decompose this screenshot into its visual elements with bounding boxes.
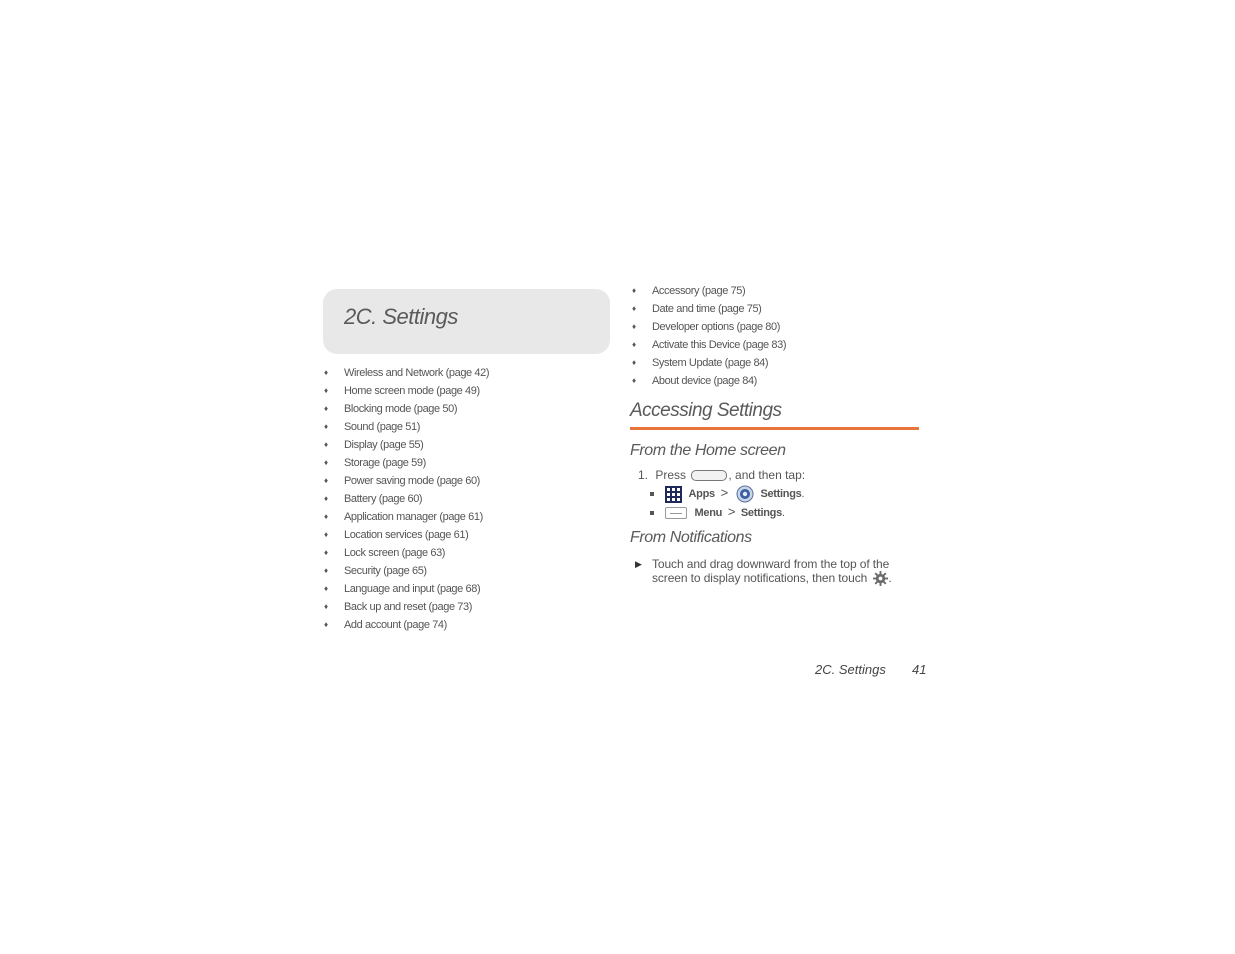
apps-label: Apps bbox=[688, 488, 715, 500]
subsection-title-home: From the Home screen bbox=[630, 442, 786, 459]
settings-gear-icon bbox=[736, 485, 754, 503]
diamond-bullet-icon: ♦ bbox=[324, 620, 328, 629]
diamond-bullet-icon: ♦ bbox=[324, 584, 328, 593]
diamond-bullet-icon: ♦ bbox=[324, 422, 328, 431]
step-number: 1. bbox=[638, 468, 649, 482]
diamond-bullet-icon: ♦ bbox=[324, 476, 328, 485]
toc-item-label: Activate this Device (page 83) bbox=[652, 339, 787, 351]
diamond-bullet-icon: ♦ bbox=[324, 530, 328, 539]
toc-item-label: Storage (page 59) bbox=[344, 457, 426, 469]
toc-item bbox=[632, 336, 787, 354]
notifications-instruction bbox=[635, 557, 902, 586]
diamond-bullet-icon: ♦ bbox=[324, 368, 328, 377]
diamond-bullet-icon: ♦ bbox=[324, 602, 328, 611]
diamond-bullet-icon: ♦ bbox=[632, 304, 636, 313]
toc-item-label: Blocking mode (page 50) bbox=[344, 403, 458, 415]
toc-item bbox=[324, 490, 489, 508]
chapter-header-box bbox=[323, 289, 610, 354]
toc-item bbox=[632, 282, 786, 300]
period: . bbox=[888, 571, 892, 585]
step-press-text: Press bbox=[655, 468, 687, 482]
toc-item-label: About device (page 84) bbox=[652, 375, 757, 387]
notifications-text: Touch and drag downward from the top of the screen to display notifications, then touch bbox=[652, 557, 890, 585]
apps-grid-icon bbox=[665, 486, 682, 503]
toc-item bbox=[324, 454, 489, 472]
toc-item-label: Security (page 65) bbox=[344, 565, 427, 577]
notification-settings-gear-icon bbox=[873, 571, 888, 586]
toc-item bbox=[324, 382, 489, 400]
toc-item-label: Application manager (page 61) bbox=[344, 511, 483, 523]
toc-item bbox=[324, 562, 489, 580]
toc-item-label: Lock screen (page 63) bbox=[344, 547, 446, 559]
toc-item bbox=[632, 372, 786, 390]
diamond-bullet-icon: ♦ bbox=[632, 286, 636, 295]
diamond-bullet-icon: ♦ bbox=[324, 440, 328, 449]
toc-item-label: Language and input (page 68) bbox=[344, 583, 481, 595]
chapter-title: 2C. Settings bbox=[344, 304, 458, 329]
option-menu-settings bbox=[650, 504, 785, 519]
diamond-bullet-icon: ♦ bbox=[324, 494, 328, 503]
diamond-bullet-icon: ♦ bbox=[324, 548, 328, 557]
toc-item-label: Location services (page 61) bbox=[344, 529, 469, 541]
toc-item bbox=[324, 436, 489, 454]
settings-label: Settings bbox=[760, 488, 802, 500]
menu-key-icon bbox=[665, 507, 687, 519]
toc-item bbox=[324, 364, 490, 382]
toc-item-label: Add account (page 74) bbox=[344, 619, 447, 631]
toc-item bbox=[632, 354, 786, 372]
toc-item bbox=[324, 526, 489, 544]
toc-item bbox=[632, 300, 786, 318]
toc-list-left bbox=[324, 364, 490, 634]
toc-list-right bbox=[632, 282, 787, 390]
toc-item-label: Back up and reset (page 73) bbox=[344, 601, 473, 613]
toc-item-label: Developer options (page 80) bbox=[652, 321, 781, 333]
step-after-text: , and then tap: bbox=[728, 468, 806, 482]
toc-item-label: Home screen mode (page 49) bbox=[344, 385, 480, 397]
toc-item-label: Wireless and Network (page 42) bbox=[344, 367, 490, 379]
settings-label: Settings bbox=[740, 507, 782, 519]
diamond-bullet-icon: ♦ bbox=[632, 376, 636, 385]
toc-item-label: Accessory (page 75) bbox=[652, 285, 746, 297]
toc-item-label: Date and time (page 75) bbox=[652, 303, 762, 315]
footer-page-number: 41 bbox=[912, 662, 927, 677]
section-title-rule bbox=[630, 427, 919, 430]
toc-item-label: Battery (page 60) bbox=[344, 493, 423, 505]
option-apps-settings bbox=[650, 485, 804, 503]
section-title: Accessing Settings bbox=[630, 400, 782, 421]
separator: > bbox=[727, 504, 736, 519]
diamond-bullet-icon: ♦ bbox=[324, 458, 328, 467]
diamond-bullet-icon: ♦ bbox=[632, 322, 636, 331]
separator: > bbox=[720, 485, 728, 500]
toc-item-label: System Update (page 84) bbox=[652, 357, 769, 369]
toc-item bbox=[324, 418, 489, 436]
toc-item bbox=[324, 400, 489, 418]
diamond-bullet-icon: ♦ bbox=[324, 386, 328, 395]
period: . bbox=[781, 507, 785, 519]
period: . bbox=[801, 488, 805, 500]
diamond-bullet-icon: ♦ bbox=[632, 340, 636, 349]
diamond-bullet-icon: ♦ bbox=[324, 512, 328, 521]
toc-item-label: Display (page 55) bbox=[344, 439, 424, 451]
square-bullet-icon bbox=[650, 511, 654, 515]
diamond-bullet-icon: ♦ bbox=[324, 566, 328, 575]
menu-label: Menu bbox=[694, 507, 723, 519]
square-bullet-icon bbox=[650, 492, 654, 496]
home-key-icon bbox=[691, 470, 727, 481]
diamond-bullet-icon: ♦ bbox=[632, 358, 636, 367]
toc-item bbox=[324, 598, 489, 616]
subsection-title-notifications: From Notifications bbox=[630, 529, 752, 546]
toc-item bbox=[324, 472, 489, 490]
toc-item bbox=[324, 508, 489, 526]
triangle-bullet-icon: ▶ bbox=[635, 559, 642, 569]
toc-item-label: Sound (page 51) bbox=[344, 421, 420, 433]
toc-item bbox=[324, 580, 489, 598]
step-1 bbox=[638, 468, 805, 482]
toc-item bbox=[324, 544, 489, 562]
diamond-bullet-icon: ♦ bbox=[324, 404, 328, 413]
toc-item bbox=[632, 318, 786, 336]
toc-item bbox=[324, 616, 489, 634]
toc-item-label: Power saving mode (page 60) bbox=[344, 475, 480, 487]
footer-chapter-name: 2C. Settings bbox=[815, 662, 886, 677]
